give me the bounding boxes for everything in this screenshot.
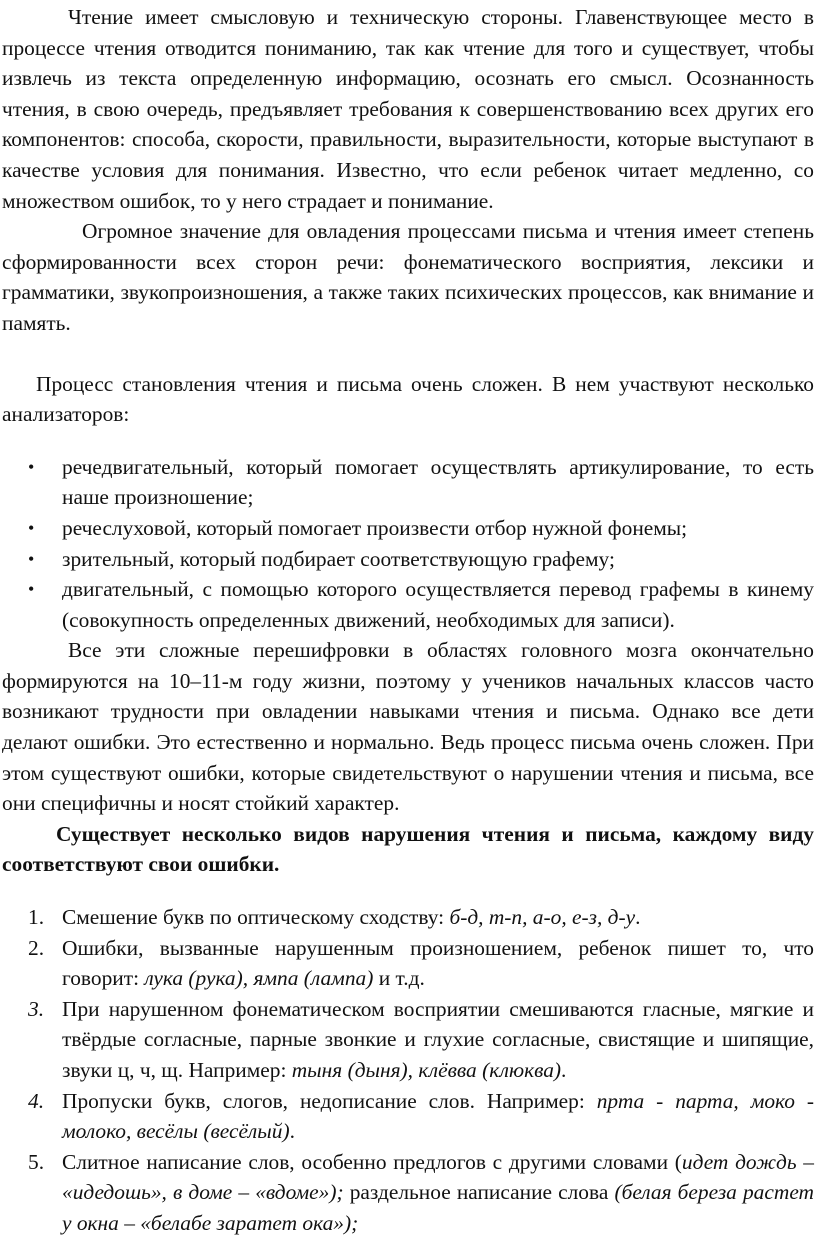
list-item: [28, 994, 814, 1086]
error-tail: .: [635, 905, 641, 930]
list-item: [28, 574, 814, 635]
list-item-text: зрительный, который подбирает соответствующую графему;: [62, 546, 615, 571]
error-description: Слитное написание слов, особенно предлогов с другими словами (: [62, 1149, 682, 1174]
bullet-icon: •: [28, 548, 35, 569]
paragraph-speech-development: Огромное значение для овладения процессами письма и чтения имеет степень сформированности всех сторон речи: фонематического восприятия, лексики и грамматики, звукопроизношения, а также таких психических процессов, как внимание и память.: [2, 219, 814, 335]
error-tail: .: [561, 1058, 567, 1082]
spacer: [2, 880, 814, 902]
heading-text: Существует несколько видов нарушения чтения и письма, каждому виду соответствуют свои ошибки.: [2, 821, 814, 877]
list-item: [28, 1086, 814, 1147]
paragraph-brain-recoding: Все эти сложные перешифровки в областях головного мозга окончательно формируются на 10–11-м году жизни, поэтому у учеников начальных классов часто возникают трудности при овладении навыками чтения и письма. Однако все дети делают ошибки. Это естественно и нормально. Ведь процесс письма очень сложен. При этом существуют ошибки, которые свидетельствуют о нарушении чтения и письма, все они специфичны и носят стойкий характер.: [2, 638, 814, 816]
error-example-2: (белая береза растет у окна – «белабе заратет ока»);: [62, 1180, 814, 1235]
error-example: прта - парта, моко - молоко, весёлы (весёлый): [62, 1088, 814, 1144]
error-tail: и т.д.: [373, 966, 425, 991]
analyzers-list: [2, 452, 814, 636]
section-heading-error-types: [2, 819, 814, 880]
error-example: лука (рука), ямпа (лампа): [144, 966, 374, 991]
error-description: Ошибки, вызванные нарушенным произношением, ребенок пишет то, что говорит:: [62, 935, 814, 991]
error-description: При нарушенном фонематическом восприятии смешиваются гласные, мягкие и твёрдые согласные, парные звонкие и глухие согласные, свистящие и шипящие, звуки ц, ч, щ. Например:: [62, 996, 814, 1082]
error-tail: раздельное написание слова: [343, 1180, 615, 1205]
error-tail: .: [289, 1119, 295, 1144]
bullet-icon: •: [28, 517, 35, 538]
spacer: [2, 339, 814, 369]
list-number: 4.: [28, 1088, 45, 1113]
paragraph-analyzers-intro: Процесс становления чтения и письма очень сложен. В нем участвуют несколько анализаторов:: [2, 371, 814, 427]
bullet-icon: •: [28, 456, 35, 477]
list-number: 1.: [28, 905, 45, 930]
error-example: идет дождь – «идедошь», в доме – «вдоме»);: [62, 1149, 815, 1205]
error-example: тыня (дыня), клёвва (клюква): [291, 1058, 562, 1082]
bullet-icon: •: [28, 579, 35, 600]
list-number: 5.: [28, 1149, 45, 1174]
list-number: 3.: [28, 996, 45, 1021]
error-example: б-д, т-п, а-о, е-з, д-у: [449, 905, 636, 930]
list-item: [28, 513, 814, 544]
document-page: [2, 2, 814, 1239]
error-description: Пропуски букв, слогов, недописание слов. Например:: [62, 1088, 597, 1113]
list-number: 2.: [28, 935, 45, 960]
spacer: [2, 430, 814, 452]
list-item: [28, 452, 814, 513]
list-item: [28, 902, 814, 933]
list-item: [28, 933, 814, 994]
error-description: Смешение букв по оптическому сходству:: [62, 905, 450, 930]
list-item: [28, 544, 814, 575]
paragraph-reading-aspects: Чтение имеет смысловую и техническую стороны. Главенствующее место в процессе чтения отводится пониманию, так как чтение для того и существует, чтобы извлечь из текста определенную информацию, осознать его смысл. Осознанность чтения, в свою очередь, предъявляет требования к совершенствованию всех других его компонентов: способа, скорости, правильности, выразительности, которые выступают в качестве условия для понимания. Известно, что если ребенок читает медленно, со множеством ошибок, то у него страдает и понимание.: [2, 5, 814, 213]
list-item-text: речедвигательный, который помогает осуществлять артикулирование, то есть наше произношение;: [62, 454, 814, 510]
list-item: [28, 1147, 815, 1239]
error-types-list: [2, 902, 814, 1239]
list-item-text: двигательный, с помощью которого осуществляется перевод графемы в кинему (совокупность определенных движений, необходимых для записи).: [62, 577, 814, 632]
list-item-text: речеслуховой, который помогает произвести отбор нужной фонемы;: [62, 515, 688, 540]
